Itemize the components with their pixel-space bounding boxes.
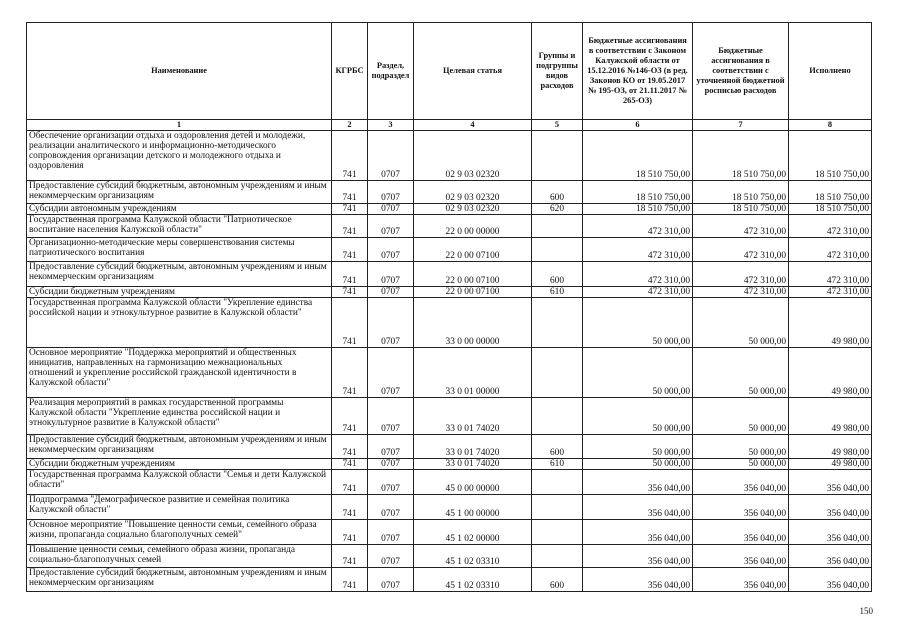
table-row	[27, 435, 872, 459]
cell-law: 18 510 750,00	[583, 204, 693, 215]
cell-section: 0707	[368, 298, 414, 348]
col-number: 4	[414, 120, 532, 131]
cell-law: 18 510 750,00	[583, 181, 693, 204]
cell-kgrbs: 741	[332, 287, 368, 298]
table-row	[27, 348, 872, 398]
cell-kgrbs: 741	[332, 545, 368, 568]
cell-executed: 49 980,00	[789, 459, 872, 470]
col-number: 2	[332, 120, 368, 131]
cell-group	[532, 495, 583, 520]
cell-refined: 50 000,00	[693, 348, 789, 398]
table-row	[27, 215, 872, 238]
cell-executed: 356 040,00	[789, 520, 872, 545]
cell-law: 356 040,00	[583, 568, 693, 592]
col-header-section: Раздел, подраздел	[368, 23, 414, 120]
cell-target: 22 0 00 07100	[414, 238, 532, 262]
cell-law: 472 310,00	[583, 215, 693, 238]
cell-group	[532, 348, 583, 398]
table-row	[27, 459, 872, 470]
page-number: 150	[859, 606, 873, 616]
cell-section: 0707	[368, 398, 414, 435]
col-header-target: Целевая статья	[414, 23, 532, 120]
col-header-law: Бюджетные ассигнования в соответствии с Законом Калужской области от 15.12.2016 №146-ОЗ (в ред. Законов КО от 19.05.2017 № 195-ОЗ, от 21.11.2017 № 265-ОЗ)	[583, 23, 693, 120]
cell-kgrbs: 741	[332, 470, 368, 495]
cell-law: 50 000,00	[583, 459, 693, 470]
cell-group: 610	[532, 287, 583, 298]
cell-refined: 50 000,00	[693, 398, 789, 435]
cell-name: Субсидии бюджетным учреждениям	[27, 459, 332, 470]
cell-executed: 49 980,00	[789, 435, 872, 459]
cell-executed: 356 040,00	[789, 495, 872, 520]
cell-refined: 18 510 750,00	[693, 131, 789, 181]
cell-target: 02 9 03 02320	[414, 131, 532, 181]
cell-name: Предоставление субсидий бюджетным, автономным учреждениям и иным некоммерческим организациям	[27, 568, 332, 592]
table-body	[27, 131, 872, 592]
cell-target: 33 0 00 00000	[414, 298, 532, 348]
cell-name: Подпрограмма "Демографическое развитие и семейная политика Калужской области"	[27, 495, 332, 520]
cell-section: 0707	[368, 520, 414, 545]
cell-name: Основное мероприятие "Поддержка мероприятий и общественных инициатив, направленных на гармонизацию межнациональных отношений и укрепление российской гражданской идентичности в Калужской области"	[27, 348, 332, 398]
table-header-row	[27, 23, 872, 120]
cell-executed: 472 310,00	[789, 262, 872, 287]
cell-name: Организационно-методические меры совершенствования системы патриотического воспитания	[27, 238, 332, 262]
cell-group	[532, 298, 583, 348]
cell-section: 0707	[368, 262, 414, 287]
cell-section: 0707	[368, 204, 414, 215]
table-row	[27, 287, 872, 298]
cell-name: Государственная программа Калужской области "Патриотическое воспитание населения Калужской области"	[27, 215, 332, 238]
cell-target: 45 1 00 00000	[414, 495, 532, 520]
cell-section: 0707	[368, 287, 414, 298]
cell-name: Повышение ценности семьи, семейного образа жизни, пропаганда социально-благополучных семей	[27, 545, 332, 568]
cell-law: 18 510 750,00	[583, 131, 693, 181]
cell-group	[532, 215, 583, 238]
table-row	[27, 568, 872, 592]
cell-kgrbs: 741	[332, 459, 368, 470]
table-row	[27, 298, 872, 348]
table-row	[27, 204, 872, 215]
cell-executed: 356 040,00	[789, 568, 872, 592]
cell-law: 356 040,00	[583, 545, 693, 568]
cell-refined: 356 040,00	[693, 568, 789, 592]
cell-target: 22 0 00 00000	[414, 215, 532, 238]
cell-group: 620	[532, 204, 583, 215]
cell-name: Обеспечение организации отдыха и оздоровления детей и молодежи, реализации аналитического и информационно-методического сопровождения организации детского и молодежного отдыха и оздоровления	[27, 131, 332, 181]
cell-kgrbs: 741	[332, 568, 368, 592]
cell-name: Реализация мероприятий в рамках государственной программы Калужской области "Укрепление единства российской нации и этнокультурное развитие в Калужской области"	[27, 398, 332, 435]
cell-group: 600	[532, 181, 583, 204]
cell-executed: 49 980,00	[789, 398, 872, 435]
cell-refined: 472 310,00	[693, 238, 789, 262]
table-row	[27, 262, 872, 287]
cell-refined: 18 510 750,00	[693, 181, 789, 204]
table-row	[27, 545, 872, 568]
cell-target: 33 0 01 74020	[414, 398, 532, 435]
col-number: 6	[583, 120, 693, 131]
column-number-row	[27, 120, 872, 131]
col-number: 8	[789, 120, 872, 131]
cell-name: Предоставление субсидий бюджетным, автономным учреждениям и иным некоммерческим организациям	[27, 262, 332, 287]
cell-executed: 18 510 750,00	[789, 204, 872, 215]
col-number: 1	[27, 120, 332, 131]
cell-section: 0707	[368, 181, 414, 204]
col-number: 5	[532, 120, 583, 131]
cell-refined: 472 310,00	[693, 287, 789, 298]
cell-group	[532, 398, 583, 435]
cell-kgrbs: 741	[332, 298, 368, 348]
cell-executed: 18 510 750,00	[789, 131, 872, 181]
cell-kgrbs: 741	[332, 262, 368, 287]
col-header-refined: Бюджетные ассигнования в соответствии с уточненной бюджетной росписью расходов	[693, 23, 789, 120]
cell-section: 0707	[368, 568, 414, 592]
cell-target: 33 0 01 74020	[414, 459, 532, 470]
col-header-name: Наименование	[27, 23, 332, 120]
col-number: 3	[368, 120, 414, 131]
cell-law: 356 040,00	[583, 495, 693, 520]
cell-name: Субсидии автономным учреждениям	[27, 204, 332, 215]
cell-target: 22 0 00 07100	[414, 287, 532, 298]
cell-refined: 472 310,00	[693, 262, 789, 287]
cell-law: 50 000,00	[583, 348, 693, 398]
cell-group	[532, 520, 583, 545]
cell-name: Предоставление субсидий бюджетным, автономным учреждениям и иным некоммерческим организациям	[27, 181, 332, 204]
cell-refined: 18 510 750,00	[693, 204, 789, 215]
cell-target: 02 9 03 02320	[414, 204, 532, 215]
cell-group	[532, 238, 583, 262]
cell-executed: 472 310,00	[789, 215, 872, 238]
table-row	[27, 398, 872, 435]
table-row	[27, 520, 872, 545]
cell-law: 50 000,00	[583, 435, 693, 459]
cell-refined: 356 040,00	[693, 520, 789, 545]
cell-executed: 49 980,00	[789, 298, 872, 348]
col-header-kgrbs: КГРБС	[332, 23, 368, 120]
cell-kgrbs: 741	[332, 348, 368, 398]
cell-group	[532, 545, 583, 568]
cell-name: Предоставление субсидий бюджетным, автономным учреждениям и иным некоммерческим организациям	[27, 435, 332, 459]
cell-group: 600	[532, 262, 583, 287]
col-header-group: Группы и подгруппы видов расходов	[532, 23, 583, 120]
cell-section: 0707	[368, 348, 414, 398]
cell-kgrbs: 741	[332, 495, 368, 520]
col-header-executed: Исполнено	[789, 23, 872, 120]
cell-refined: 50 000,00	[693, 435, 789, 459]
cell-executed: 472 310,00	[789, 238, 872, 262]
table-row	[27, 238, 872, 262]
cell-section: 0707	[368, 470, 414, 495]
table-row	[27, 131, 872, 181]
cell-kgrbs: 741	[332, 520, 368, 545]
cell-section: 0707	[368, 495, 414, 520]
cell-law: 356 040,00	[583, 520, 693, 545]
cell-section: 0707	[368, 459, 414, 470]
cell-target: 02 9 03 02320	[414, 181, 532, 204]
cell-law: 50 000,00	[583, 398, 693, 435]
cell-name: Субсидии бюджетным учреждениям	[27, 287, 332, 298]
cell-refined: 356 040,00	[693, 495, 789, 520]
cell-group	[532, 131, 583, 181]
cell-refined: 50 000,00	[693, 298, 789, 348]
cell-target: 33 0 01 74020	[414, 435, 532, 459]
cell-kgrbs: 741	[332, 238, 368, 262]
cell-kgrbs: 741	[332, 435, 368, 459]
table-row	[27, 181, 872, 204]
cell-executed: 18 510 750,00	[789, 181, 872, 204]
cell-section: 0707	[368, 435, 414, 459]
cell-section: 0707	[368, 131, 414, 181]
cell-refined: 356 040,00	[693, 470, 789, 495]
cell-executed: 49 980,00	[789, 348, 872, 398]
cell-group	[532, 470, 583, 495]
cell-name: Основное мероприятие "Повышение ценности семьи, семейного образа жизни, пропаганда социально благополучных семей"	[27, 520, 332, 545]
cell-refined: 356 040,00	[693, 545, 789, 568]
cell-law: 472 310,00	[583, 238, 693, 262]
cell-kgrbs: 741	[332, 181, 368, 204]
cell-name: Государственная программа Калужской области "Семья и дети Калужской области"	[27, 470, 332, 495]
table-row	[27, 495, 872, 520]
cell-group: 610	[532, 459, 583, 470]
budget-table	[26, 22, 872, 592]
cell-target: 45 1 02 03310	[414, 568, 532, 592]
cell-section: 0707	[368, 238, 414, 262]
cell-target: 45 0 00 00000	[414, 470, 532, 495]
cell-section: 0707	[368, 545, 414, 568]
cell-group: 600	[532, 568, 583, 592]
cell-executed: 356 040,00	[789, 545, 872, 568]
cell-executed: 472 310,00	[789, 287, 872, 298]
cell-target: 45 1 02 00000	[414, 520, 532, 545]
cell-law: 472 310,00	[583, 262, 693, 287]
cell-kgrbs: 741	[332, 215, 368, 238]
cell-executed: 356 040,00	[789, 470, 872, 495]
table-row	[27, 470, 872, 495]
cell-refined: 50 000,00	[693, 459, 789, 470]
cell-section: 0707	[368, 215, 414, 238]
cell-kgrbs: 741	[332, 398, 368, 435]
cell-group: 600	[532, 435, 583, 459]
cell-refined: 472 310,00	[693, 215, 789, 238]
cell-target: 45 1 02 03310	[414, 545, 532, 568]
cell-law: 50 000,00	[583, 298, 693, 348]
cell-kgrbs: 741	[332, 204, 368, 215]
cell-name: Государственная программа Калужской области "Укрепление единства российской нации и этнокультурное развитие в Калужской области"	[27, 298, 332, 348]
cell-kgrbs: 741	[332, 131, 368, 181]
cell-target: 33 0 01 00000	[414, 348, 532, 398]
col-number: 7	[693, 120, 789, 131]
cell-law: 472 310,00	[583, 287, 693, 298]
cell-law: 356 040,00	[583, 470, 693, 495]
cell-target: 22 0 00 07100	[414, 262, 532, 287]
